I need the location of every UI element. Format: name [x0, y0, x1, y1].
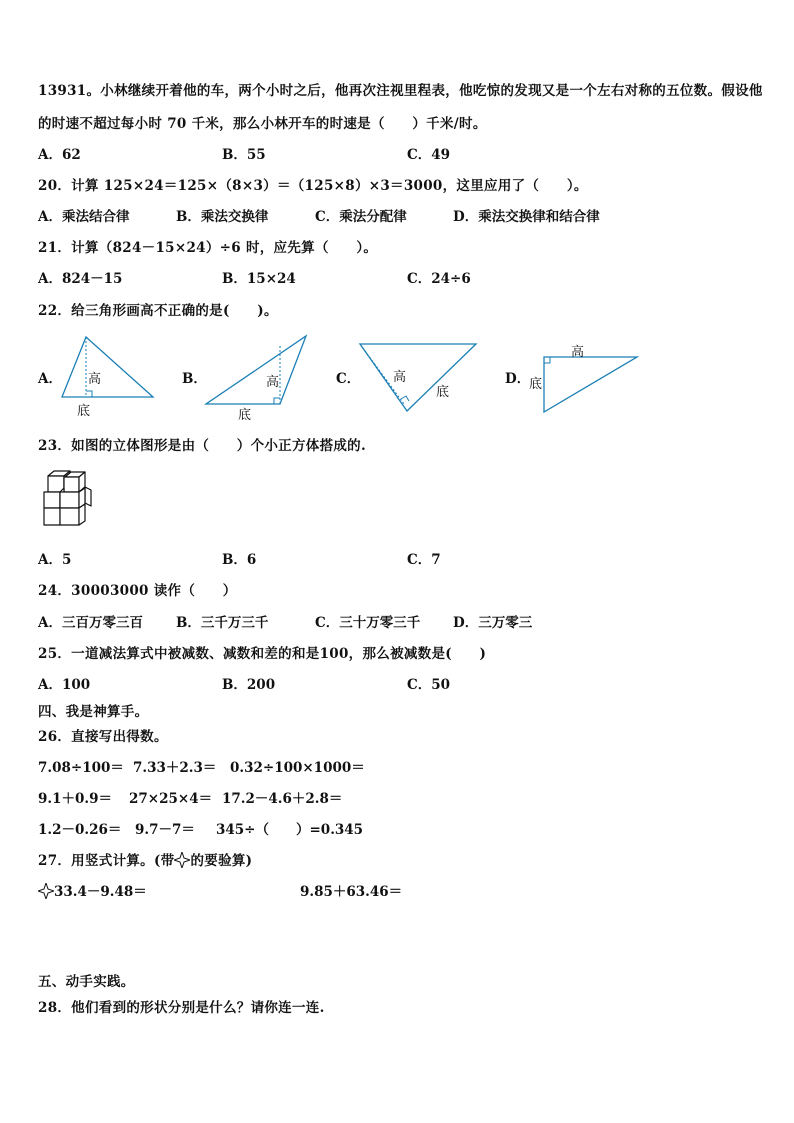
- triangle-c-figure: [360, 344, 476, 411]
- q26-r3-c2: 9.7－7＝: [135, 822, 195, 838]
- q22-option-c-letter[interactable]: C．: [336, 371, 361, 387]
- q19-option-b[interactable]: B．55: [222, 147, 266, 163]
- triangle-c-base-label: 底: [436, 385, 450, 400]
- q26-r2-c2: 27×25×4＝: [129, 791, 213, 807]
- q19-line1: 13931。小林继续开着他的车，两个小时之后，他再次注视里程表，他吃惊的发现又是一个左右对称的五位数。假设他: [38, 83, 763, 99]
- q19-option-a[interactable]: A．62: [38, 147, 81, 163]
- q21-option-b[interactable]: B．15×24: [222, 271, 296, 287]
- section-5-title: 五、动手实践。: [38, 974, 135, 990]
- q21-option-c[interactable]: C．24÷6: [407, 271, 471, 287]
- q23-text: 23．如图的立体图形是由（ ）个小正方体搭成的.: [38, 438, 366, 454]
- triangle-b-base-label: 底: [238, 408, 252, 423]
- q24-option-d[interactable]: D．三万零三: [453, 615, 533, 631]
- q27-text: [38, 852, 252, 870]
- q26-r2-c1: 9.1＋0.9＝: [38, 791, 112, 807]
- q26-r2-c3: 17.2－4.6＋2.8＝: [222, 791, 343, 807]
- q28-text: 28．他们看到的形状分别是什么？请你连一连.: [38, 1000, 325, 1016]
- section-4-title: 四、我是神算手。: [38, 704, 149, 720]
- q20-option-c[interactable]: C．乘法分配律: [315, 209, 407, 225]
- q24-text: 24．30003000 读作（ ）: [38, 583, 237, 599]
- q25-option-a[interactable]: A．100: [38, 677, 91, 693]
- q19-option-c[interactable]: C．49: [407, 147, 451, 163]
- q20-text: 20．计算 125×24＝125×（8×3）＝（125×8）×3＝3000，这里应用了（ ）。: [38, 178, 588, 194]
- q25-option-c[interactable]: C．50: [407, 677, 451, 693]
- q26-text: 26．直接写出得数。: [38, 729, 168, 745]
- q27-item-2: 9.85＋63.46＝: [300, 884, 403, 900]
- q24-option-a[interactable]: A．三百万零三百: [38, 615, 143, 631]
- triangle-d-height-label: 高: [571, 345, 585, 360]
- triangle-a-height-label: 高: [88, 372, 102, 387]
- star-icon: [174, 852, 190, 868]
- q25-option-b[interactable]: B．200: [222, 677, 276, 693]
- star-icon: [38, 883, 54, 899]
- q20-option-d[interactable]: D．乘法交换律和结合律: [453, 209, 600, 225]
- q20-option-b[interactable]: B．乘法交换律: [176, 209, 269, 225]
- q26-r1-c3: 0.32÷100×1000＝: [230, 760, 365, 776]
- q27-text-after: 的要验算): [190, 853, 253, 869]
- q22-text: 22．给三角形画高不正确的是( )。: [38, 303, 278, 319]
- cube-stack-figure: [38, 468, 98, 538]
- triangle-a-base-label: 底: [77, 404, 91, 419]
- q25-text: 25．一道减法算式中被减数、减数和差的和是100，那么被减数是( ): [38, 646, 487, 662]
- q24-option-c[interactable]: C．三十万零三千: [315, 615, 421, 631]
- q23-option-c[interactable]: C．7: [407, 552, 441, 568]
- q27-item-1: [38, 883, 147, 901]
- triangle-b-height-label: 高: [266, 375, 280, 390]
- q24-option-b[interactable]: B．三千万三千: [176, 615, 269, 631]
- q20-option-a[interactable]: A．乘法结合律: [38, 209, 130, 225]
- q22-option-b-letter[interactable]: B．: [182, 371, 207, 387]
- q27-text-before: 27．用竖式计算。(带: [38, 853, 175, 869]
- q23-option-a[interactable]: A．5: [38, 552, 72, 568]
- q26-r3-c3: 345÷（ ）=0.345: [216, 822, 364, 838]
- q23-option-b[interactable]: B．6: [222, 552, 257, 568]
- q19-line2: 的时速不超过每小时 70 千米，那么小林开车的时速是（ ）千米/时。: [38, 116, 487, 132]
- q26-r1-c1: 7.08÷100＝: [38, 760, 124, 776]
- q22-option-d-letter[interactable]: D．: [505, 371, 531, 387]
- q22-option-a-letter[interactable]: A．: [38, 371, 62, 387]
- q26-r1-c2: 7.33＋2.3＝: [133, 760, 217, 776]
- q26-r3-c1: 1.2－0.26＝: [38, 822, 122, 838]
- triangle-b-figure: [206, 336, 306, 404]
- triangle-d-figure: [544, 357, 637, 412]
- triangle-c-height-label: 高: [393, 370, 407, 385]
- triangle-a-figure: [62, 337, 153, 397]
- q21-option-a[interactable]: A．824－15: [38, 271, 123, 287]
- q27-item-1-text: 33.4－9.48＝: [54, 884, 147, 900]
- triangle-d-base-label: 底: [529, 377, 543, 392]
- q21-text: 21．计算（824－15×24）÷6 时，应先算（ ）。: [38, 240, 378, 256]
